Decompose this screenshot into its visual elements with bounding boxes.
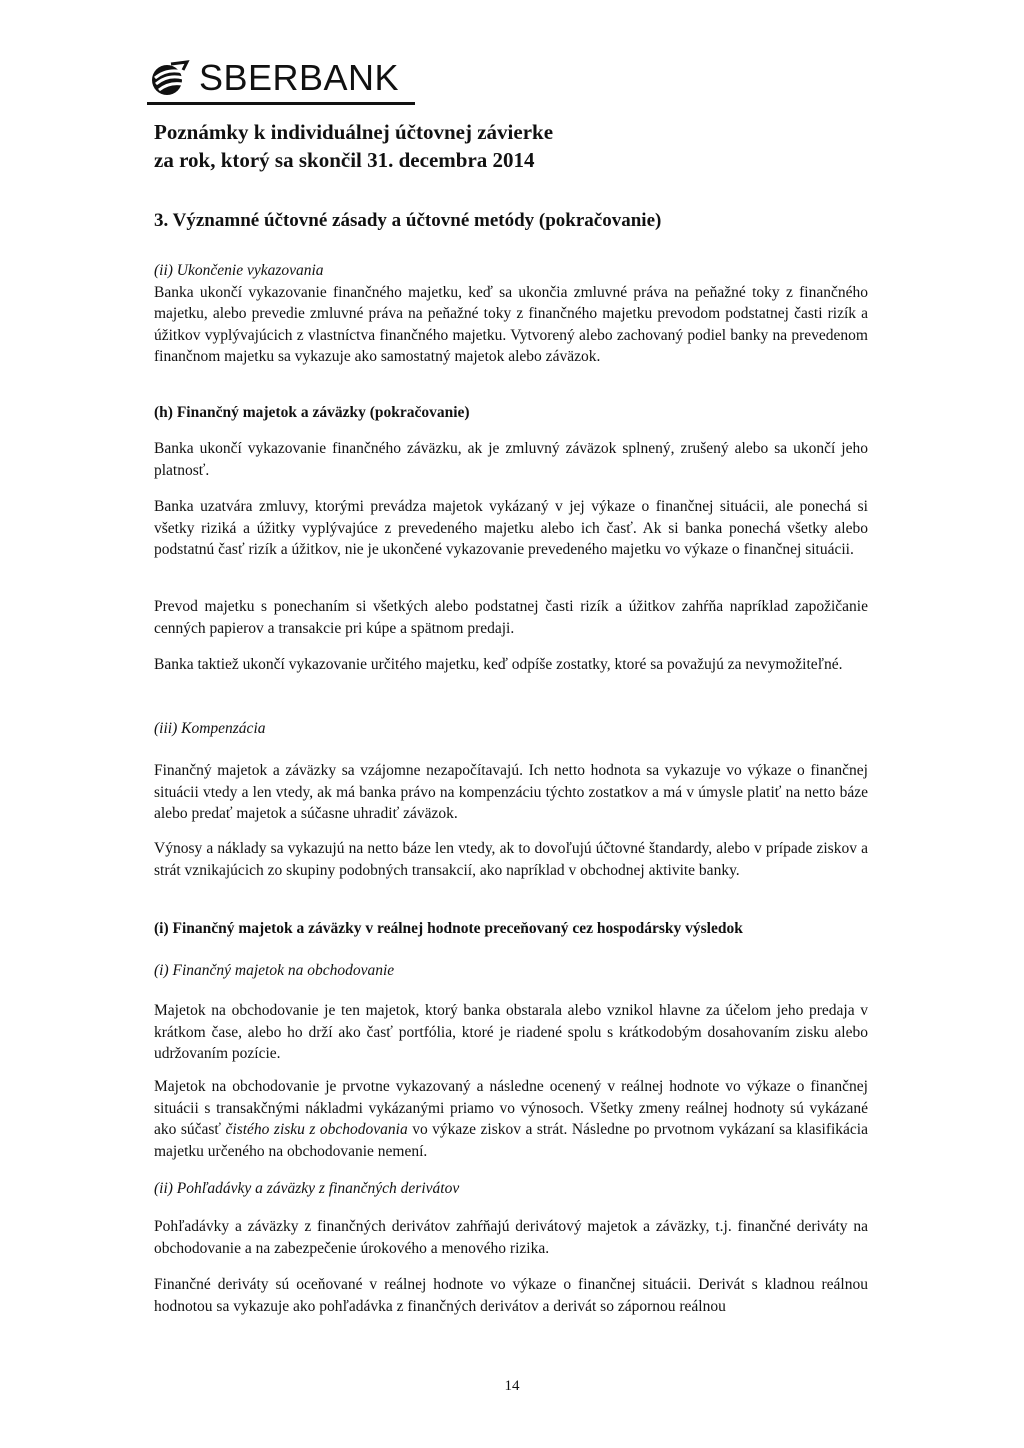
paragraph-block: [154, 1216, 868, 1259]
page-number: 14: [504, 1378, 520, 1394]
paragraph-block: [154, 654, 868, 676]
subsection-heading: (ii) Ukončenie vykazovania: [154, 262, 324, 279]
paragraph-block: [154, 1274, 868, 1317]
paragraph: Prevod majetku s ponechaním si všetkých alebo podstatnej časti rizík a úžitkov zahŕňa napríklad zapožičanie cenných papierov a transakcie pri kúpe a spätnom predaji.: [154, 598, 868, 637]
section-title: 3. Významné účtovné zásady a účtovné metódy (pokračovanie): [154, 210, 662, 231]
paragraph-block: [154, 760, 868, 825]
paragraph: Pohľadávky a záväzky z finančných derivátov zahŕňajú derivátový majetok a záväzky, t.j. finančné deriváty na obchodovanie a na zabezpečenie úrokového a menového rizika.: [154, 1218, 868, 1257]
subsection-offsetting: [154, 718, 868, 740]
paragraph: Banka ukončí vykazovanie finančného záväzku, ak je zmluvný záväzok splnený, zrušený alebo sa ukončí jeho platnosť.: [154, 440, 868, 479]
emphasis: čistého zisku z obchodovania: [225, 1121, 408, 1138]
header: [147, 56, 627, 100]
paragraph-part: vo výkaze ziskov a strát. Následne po prvotnom vykázaní sa klasifikácia majetku určeného na obchodovanie nemení.: [154, 1121, 868, 1160]
paragraph: Majetok na obchodovanie je ten majetok, ktorý banka obstarala alebo vznikol hlavne za účelom jeho predaja v krátkom čase, alebo ho drží ako časť portfólia, ktoré je riadené spolu s krátkodobým dosahovaním zisku alebo udržovaním pozície.: [154, 1002, 868, 1062]
paragraph: Banka uzatvára zmluvy, ktorými prevádza majetok vykázaný v jej výkaze o finančnej situácii, ale ponechá si všetky riziká a úžitky vyplývajúce z prevedeného majetku alebo ich časť. Ak si banka ponechá všetky alebo podstatnú časť rizík a úžitkov, nie je ukončené vykazovanie prevedeného majetku vo výkaze o finančnej situácii.: [154, 498, 868, 558]
paragraph-block: [154, 496, 868, 561]
section-heading-h: [154, 402, 868, 424]
paragraph: [154, 1076, 868, 1162]
subsection-trading: [154, 960, 868, 982]
document-title-line1: Poznámky k individuálnej účtovnej závierke: [154, 120, 554, 144]
paragraph-part: Majetok na obchodovanie je prvotne vykazovaný a následne ocenený v reálnej hodnote vo výkaze o finančnej situácii s transakčnými nákladmi vykázanými priamo vo výnosoch. Všetky zmeny reálnej hodnoty sú vykázané ako súčasť: [154, 1078, 868, 1138]
section-heading: (i) Finančný majetok a záväzky v reálnej hodnote preceňovaný cez hospodársky výsledok: [154, 920, 743, 937]
paragraph-block: [154, 596, 868, 639]
paragraph: Finančný majetok a záväzky sa vzájomne nezapočítavajú. Ich netto hodnota sa vykazuje vo výkaze o finančnej situácii vtedy a len vtedy, ak má banka právo na kompenzáciu týchto zostatkov a má v úmysle platiť na netto báze alebo predať majetok a súčasne uhradiť záväzok.: [154, 762, 868, 822]
paragraph-block: [154, 1076, 868, 1162]
paragraph-block: [154, 438, 868, 481]
paragraph: Banka taktiež ukončí vykazovanie určitého majetku, keď odpíše zostatky, ktoré sa považujú za nevymožiteľné.: [154, 656, 843, 673]
subsection-derecognition: [154, 260, 868, 368]
paragraph-block: [154, 838, 868, 881]
document-title: [154, 118, 553, 174]
section-heading-i: [154, 918, 868, 940]
section-heading: (h) Finančný majetok a záväzky (pokračovanie): [154, 404, 470, 421]
paragraph: Finančné deriváty sú oceňované v reálnej hodnote vo výkaze o finančnej situácii. Derivát s kladnou reálnou hodnotou sa vykazuje ako pohľadávka z finančných derivátov a derivát so zápornou reálnou: [154, 1276, 868, 1315]
header-rule: [147, 102, 415, 105]
sberbank-logo-icon: [147, 58, 191, 98]
paragraph: Výnosy a náklady sa vykazujú na netto báze len vtedy, ak to dovoľujú účtovné štandardy, alebo v prípade ziskov a strát vznikajúcich zo skupiny podobných transakcií, ako napríklad v obchodnej aktivite banky.: [154, 840, 868, 879]
paragraph-block: [154, 1000, 868, 1065]
paragraph: Banka ukončí vykazovanie finančného majetku, keď sa ukončia zmluvné práva na peňažné toky z finančného majetku, alebo prevedie zmluvné práva na peňažné toky z finančného majetku prevodom podstatnej časti rizík a úžitkov vyplývajúcich z vlastníctva finančného majetku. Vytvorený alebo zachovaný podiel banky na prevedenom finančnom majetku sa vykazuje ako samostatný majetok alebo záväzok.: [154, 283, 868, 365]
subsection-heading: (i) Finančný majetok na obchodovanie: [154, 962, 395, 979]
brand-name: SBERBANK: [199, 57, 400, 98]
subsection-heading: (ii) Pohľadávky a záväzky z finančných derivátov: [154, 1180, 460, 1197]
subsection-derivatives: [154, 1178, 868, 1200]
subsection-heading: (iii) Kompenzácia: [154, 720, 266, 737]
logo: [147, 56, 627, 100]
document-title-line2: za rok, ktorý sa skončil 31. decembra 2014: [154, 148, 535, 172]
